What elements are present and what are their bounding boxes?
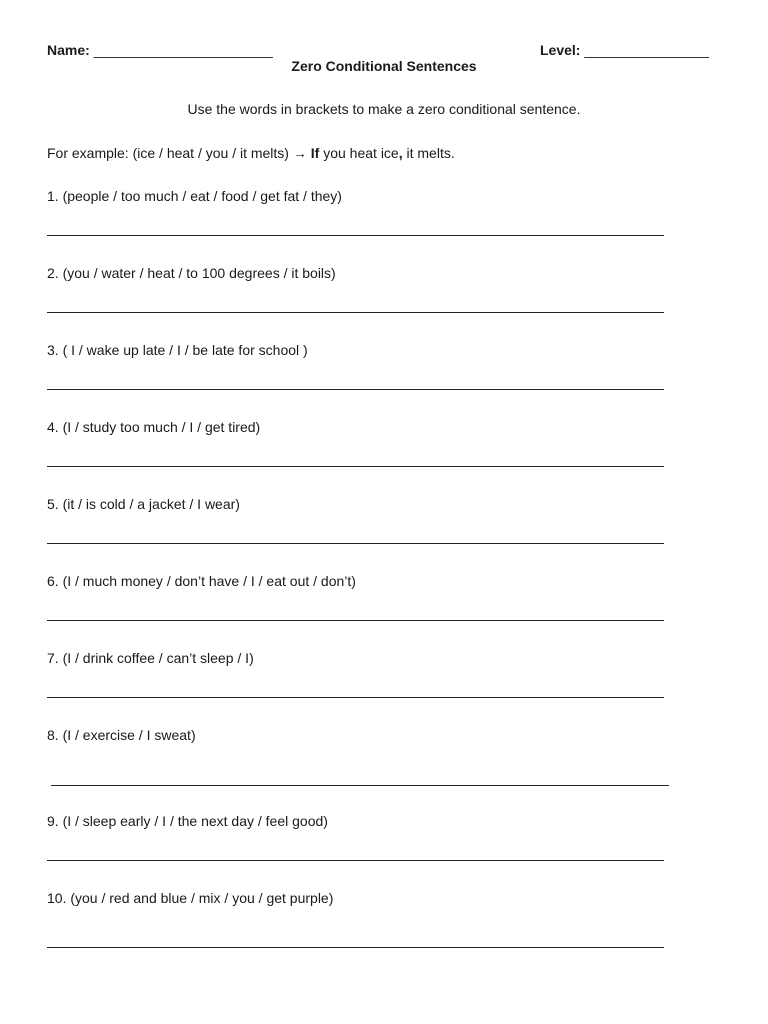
question-7: 7. (I / drink coffee / can’t sleep / I) — [47, 650, 254, 666]
question-4: 4. (I / study too much / I / get tired) — [47, 419, 261, 435]
answer-line-6[interactable] — [47, 620, 664, 621]
worksheet-title: Zero Conditional Sentences — [291, 58, 477, 74]
example-suffix-a: you heat ice — [319, 145, 399, 161]
question-9: 9. (I / sleep early / I / the next day / feel good) — [47, 813, 328, 829]
question-1: 1. (people / too much / eat / food / get fat / they) — [47, 188, 342, 204]
question-3: 3. ( I / wake up late / I / be late for school ) — [47, 342, 308, 358]
answer-line-4[interactable] — [47, 466, 664, 467]
answer-line-8[interactable] — [51, 785, 669, 786]
example-bold-if: If — [310, 145, 320, 161]
answer-line-9[interactable] — [47, 860, 664, 861]
example-bold-comma: , — [398, 145, 403, 161]
question-5: 5. (it / is cold / a jacket / I wear) — [47, 496, 240, 512]
answer-line-3[interactable] — [47, 389, 664, 390]
answer-line-2[interactable] — [47, 312, 664, 313]
name-label: Name: — [47, 42, 90, 58]
name-blank: _______________________ — [93, 42, 273, 58]
example-sentence — [47, 145, 455, 161]
question-2: 2. (you / water / heat / to 100 degrees / it boils) — [47, 265, 336, 281]
level-blank: ________________ — [584, 42, 709, 58]
example-suffix-b: it melts. — [402, 145, 455, 161]
instruction-text: Use the words in brackets to make a zero conditional sentence. — [187, 101, 581, 117]
question-8: 8. (I / exercise / I sweat) — [47, 727, 196, 743]
level-label: Level: — [540, 42, 581, 58]
question-6: 6. (I / much money / don’t have / I / eat out / don’t) — [47, 573, 356, 589]
answer-line-1[interactable] — [47, 235, 664, 236]
name-field-row — [47, 42, 273, 58]
question-10: 10. (you / red and blue / mix / you / get purple) — [47, 890, 334, 906]
level-field-row — [540, 42, 709, 58]
example-prefix: For example: (ice / heat / you / it melts) → — [47, 145, 311, 161]
answer-line-10[interactable] — [47, 947, 664, 948]
answer-line-5[interactable] — [47, 543, 664, 544]
answer-line-7[interactable] — [47, 697, 664, 698]
